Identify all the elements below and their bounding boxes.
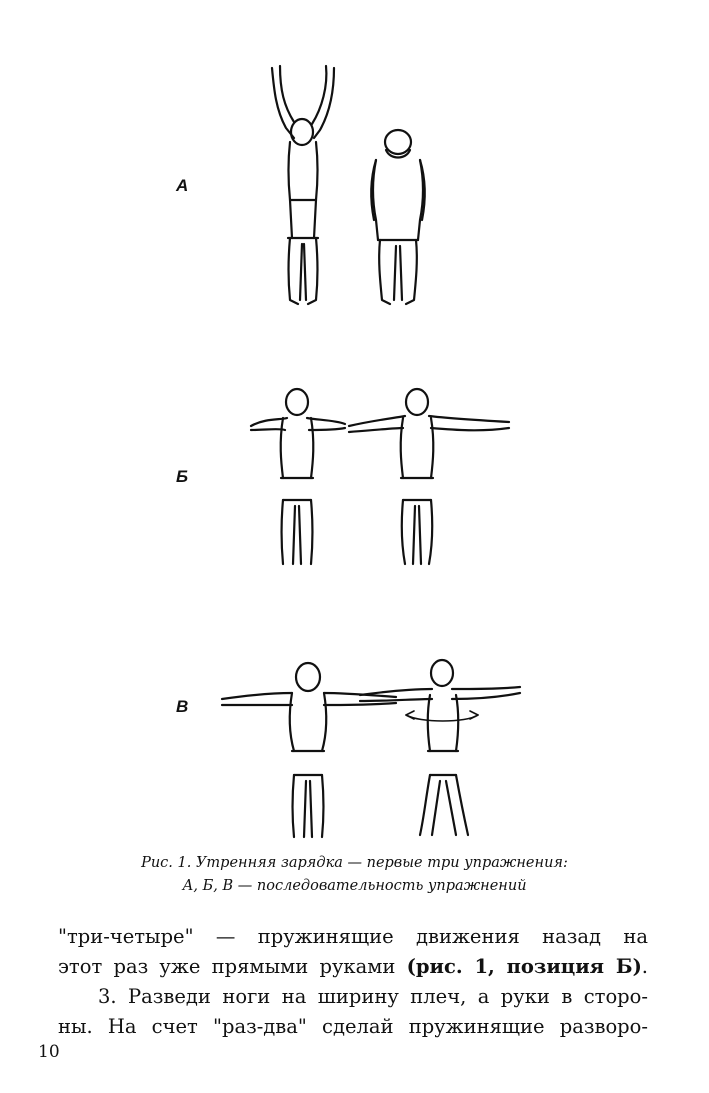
figure-caption-line2: А, Б, В — последовательность упражнений	[182, 878, 527, 894]
text-line-4: ны. На счет "раз-два" сделай пружинящие разворо-	[58, 1015, 648, 1038]
figure-c-twisting	[360, 660, 520, 835]
text-line-1: "три-четыре" — пружинящие движения назад на	[58, 925, 648, 948]
body-text	[58, 922, 648, 1042]
figure-b-elbows-bent	[251, 389, 345, 564]
page-number: 10	[38, 1042, 60, 1062]
text-line-2-plain: этот раз уже прямыми руками	[58, 955, 407, 978]
figure-label-b: Б	[176, 467, 189, 486]
figure-b-arms-sideways	[349, 389, 509, 564]
figure-caption-line1: Рис. 1. Утренняя зарядка — первые три упражнения:	[141, 855, 568, 871]
rotation-arrow-icon	[406, 711, 478, 721]
figure-a-arms-up	[272, 66, 334, 304]
figure-a-bending	[371, 130, 425, 304]
figure-a-illustration	[250, 60, 450, 310]
figure-c-arms-sideways	[222, 663, 396, 837]
figure-b-illustration	[245, 382, 515, 572]
text-line-2-end: .	[641, 955, 648, 978]
text-line-3: 3. Разведи ноги на ширину плеч, а руки в сторо-	[98, 985, 648, 1008]
figure-label-c: В	[176, 697, 189, 716]
figure-reference: (рис. 1, позиция Б)	[406, 955, 642, 978]
text-line-2	[58, 952, 648, 982]
figure-c-illustration	[220, 657, 530, 842]
figure-label-a: А	[176, 176, 189, 195]
